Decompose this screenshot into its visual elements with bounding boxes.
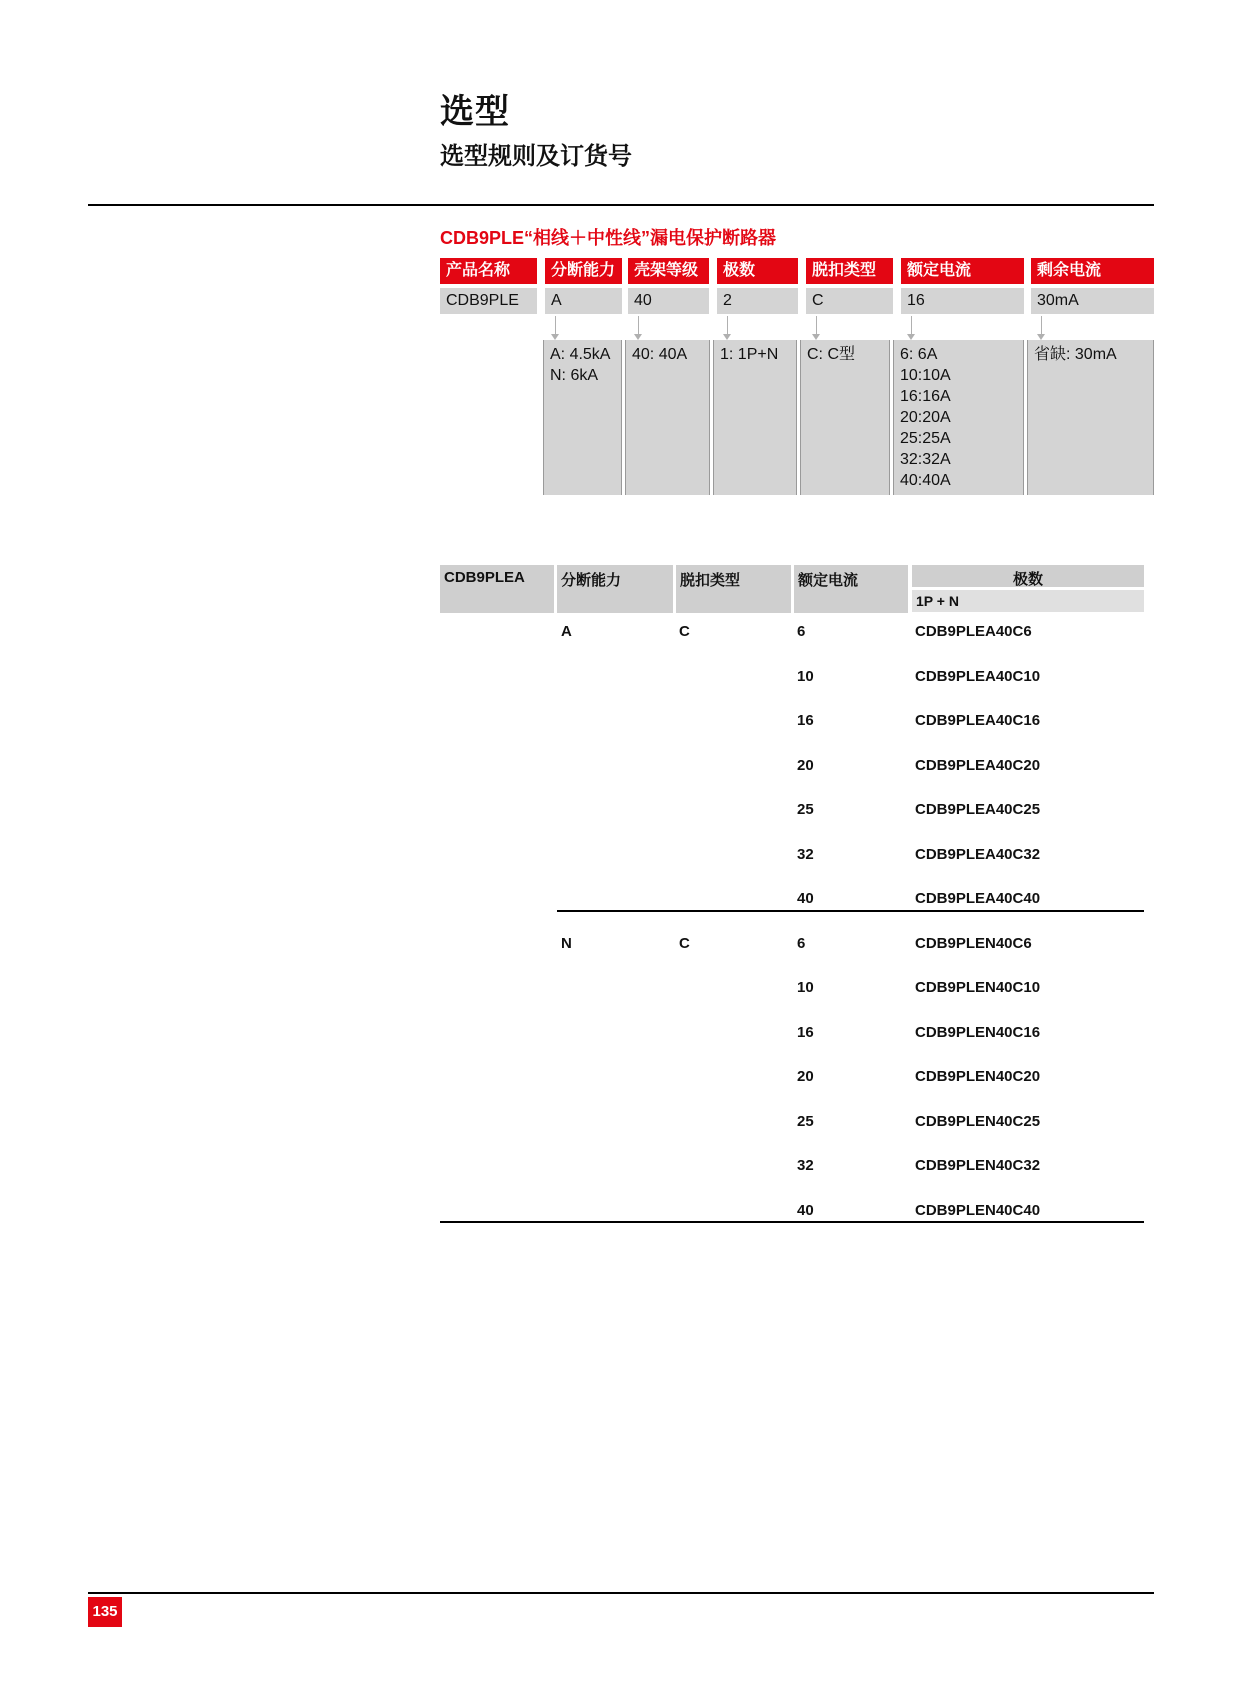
rule-header: 额定电流 <box>901 258 1024 284</box>
rule-header: 分断能力 <box>545 258 622 284</box>
arrow-line <box>911 316 912 336</box>
option-line: 32:32A <box>900 451 951 468</box>
arrow-line <box>727 316 728 336</box>
option-line: C: C型 <box>807 346 856 363</box>
rated-current-cell: 16 <box>797 712 814 729</box>
top-divider <box>88 204 1154 206</box>
rated-current-cell: 10 <box>797 667 814 685</box>
group-divider <box>557 910 1144 912</box>
rated-current-cell: 6 <box>797 623 806 640</box>
rule-header: 产品名称 <box>440 258 537 284</box>
rated-current-cell: 20 <box>797 756 814 774</box>
column-subheader-poles: 1P + N <box>912 590 1144 612</box>
column-header-poles: 极数 <box>912 565 1144 587</box>
column-header-current: 额定电流 <box>794 565 908 613</box>
option-line: 25:25A <box>900 430 951 447</box>
breaking-capacity-cell: A <box>561 623 572 640</box>
order-code-cell: CDB9PLEN40C20 <box>915 1068 1041 1085</box>
rule-value: 30mA <box>1031 288 1154 314</box>
order-code-cell: CDB9PLEA40C20 <box>915 756 1041 774</box>
order-code-cell: CDB9PLEA40C6 <box>915 623 1032 640</box>
option-line: 1: 1P+N <box>720 346 779 363</box>
order-code-cell: CDB9PLEN40C16 <box>915 1023 1041 1041</box>
rated-current-cell: 25 <box>797 801 814 818</box>
rule-options <box>893 340 1024 495</box>
order-code-cell: CDB9PLEN40C25 <box>915 1112 1041 1130</box>
rated-current-cell: 20 <box>797 1068 814 1085</box>
trip-type-cell: C <box>679 934 690 952</box>
rule-options <box>800 340 890 495</box>
arrow-line <box>555 316 556 336</box>
arrow-line <box>638 316 639 336</box>
rule-value: C <box>806 288 893 314</box>
order-code-cell: CDB9PLEA40C25 <box>915 801 1041 818</box>
order-code-cell: CDB9PLEA40C40 <box>915 890 1041 907</box>
rule-value: A <box>545 288 622 314</box>
order-code-cell: CDB9PLEN40C40 <box>915 1201 1041 1219</box>
arrow-line <box>1041 316 1042 336</box>
order-code-cell: CDB9PLEA40C32 <box>915 845 1041 863</box>
option-line: 40:40A <box>900 472 951 489</box>
rated-current-cell: 40 <box>797 1201 814 1219</box>
rated-current-cell: 6 <box>797 934 806 952</box>
option-line: 省缺: 30mA <box>1034 346 1117 363</box>
option-line: 20:20A <box>900 409 951 426</box>
option-line: 10:10A <box>900 367 951 384</box>
trip-type-cell: C <box>679 623 690 640</box>
rated-current-cell: 32 <box>797 845 814 863</box>
arrow-line <box>816 316 817 336</box>
rule-value: 40 <box>628 288 709 314</box>
rated-current-cell: 32 <box>797 1157 814 1174</box>
page-title: 选型 <box>440 93 510 131</box>
rule-value: CDB9PLE <box>440 288 537 314</box>
order-code-cell: CDB9PLEA40C16 <box>915 712 1041 729</box>
option-line: A: 4.5kA <box>550 346 611 363</box>
page-subtitle: 选型规则及订货号 <box>440 143 632 170</box>
group-divider <box>440 1221 1144 1223</box>
order-code-cell: CDB9PLEN40C6 <box>915 934 1032 952</box>
breaking-capacity-cell: N <box>561 934 572 952</box>
option-line: N: 6kA <box>550 367 599 384</box>
order-code-cell: CDB9PLEN40C10 <box>915 979 1041 996</box>
rated-current-cell: 10 <box>797 979 814 996</box>
rated-current-cell: 40 <box>797 890 814 907</box>
order-code-cell: CDB9PLEN40C32 <box>915 1157 1041 1174</box>
section-title: CDB9PLE“相线＋中性线”漏电保护断路器 <box>440 228 777 248</box>
rule-header: 壳架等级 <box>628 258 709 284</box>
rule-value: 2 <box>717 288 798 314</box>
bottom-divider <box>88 1592 1154 1594</box>
option-line: 16:16A <box>900 388 951 405</box>
column-header-trip: 脱扣类型 <box>676 565 791 613</box>
page-number: 135 <box>88 1597 122 1627</box>
column-header-product: CDB9PLEA <box>440 565 554 613</box>
rule-header: 极数 <box>717 258 798 284</box>
option-line: 40: 40A <box>632 346 688 363</box>
rule-header: 剩余电流 <box>1031 258 1154 284</box>
rule-value: 16 <box>901 288 1024 314</box>
order-code-cell: CDB9PLEA40C10 <box>915 667 1041 685</box>
rule-header: 脱扣类型 <box>806 258 893 284</box>
column-header-breaking: 分断能力 <box>557 565 673 613</box>
rule-options <box>713 340 797 495</box>
rated-current-cell: 25 <box>797 1112 814 1130</box>
rated-current-cell: 16 <box>797 1023 814 1041</box>
option-line: 6: 6A <box>900 346 938 363</box>
rule-options <box>1027 340 1154 495</box>
rule-options <box>543 340 622 495</box>
rule-options <box>625 340 710 495</box>
